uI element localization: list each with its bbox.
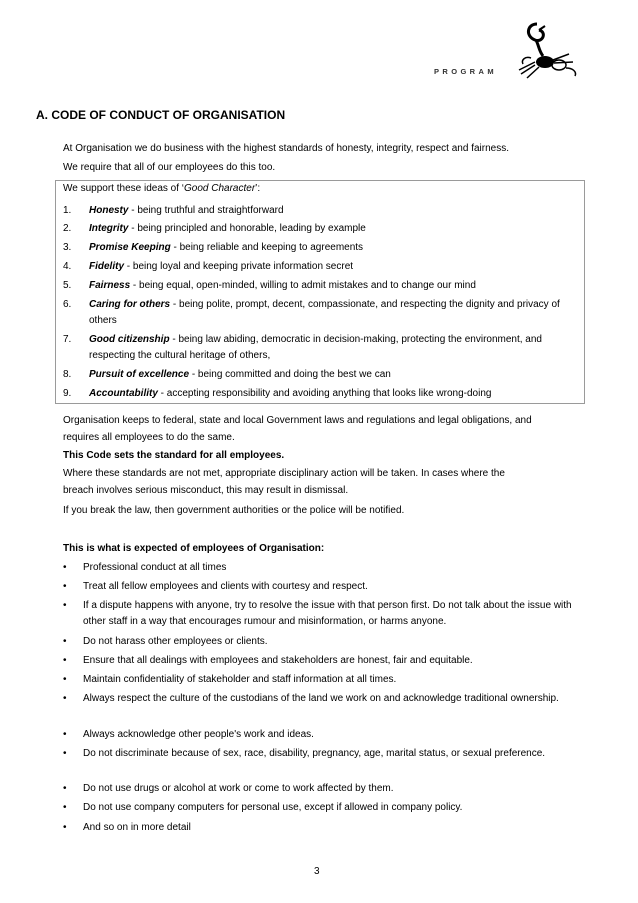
value-item-number: 6.	[63, 299, 72, 310]
expectation-text: Do not harass other employees or clients.	[83, 636, 268, 647]
value-description: - being truthful and straightforward	[128, 205, 284, 216]
expectations-heading: This is what is expected of employees of Organisation:	[63, 543, 325, 554]
value-term: Integrity	[89, 223, 129, 234]
expectation-text: Always acknowledge other people's work and ideas.	[83, 729, 314, 740]
values-intro: We support these ideas of ‘Good Character’:	[63, 183, 261, 194]
bullet-icon: •	[63, 562, 67, 573]
value-item-number: 5.	[63, 280, 72, 291]
value-item-number: 9.	[63, 388, 72, 399]
value-term: Fidelity	[89, 261, 125, 272]
values-box	[55, 180, 585, 404]
page-number: 3	[314, 866, 320, 877]
intro-paragraph	[63, 140, 583, 176]
expectation-text: Professional conduct at all times	[83, 562, 227, 573]
value-item-number: 2.	[63, 223, 72, 234]
bullet-icon: •	[63, 802, 67, 813]
value-item-number: 1.	[63, 205, 72, 216]
expectation-text: Maintain confidentiality of stakeholder and staff information at all times.	[83, 674, 397, 685]
program-label: PROGRAM	[434, 67, 497, 76]
value-description: - being polite, prompt, decent, compassionate, and respecting the dignity and privacy of others	[89, 299, 560, 326]
value-description: - being equal, open-minded, willing to admit mistakes and to change our mind	[130, 280, 476, 291]
bullet-icon: •	[63, 748, 67, 759]
scorpion-logo-icon	[509, 18, 581, 80]
expectation-text: Treat all fellow employees and clients with courtesy and respect.	[83, 581, 368, 592]
compliance-line: Where these standards are not met, appropriate disciplinary action will be taken. In cases where the	[63, 468, 505, 479]
value-item-number: 3.	[63, 242, 72, 253]
compliance-line: requires all employees to do the same.	[63, 432, 235, 443]
value-term: Fairness	[89, 280, 131, 291]
value-term: Caring for others	[89, 299, 171, 310]
intro-line: At Organisation we do business with the highest standards of honesty, integrity, respect and fairness.	[63, 143, 509, 154]
value-description: - accepting responsibility and avoiding anything that looks like wrong-doing	[157, 388, 492, 399]
value-description: - being law abiding, democratic in decision-making, protecting the environment, and respecting the cultural heritage of others,	[89, 334, 542, 361]
value-description: - being committed and doing the best we can	[189, 369, 391, 380]
value-item-number: 8.	[63, 369, 72, 380]
expectation-text: Always respect the culture of the custodians of the land we work on and acknowledge traditional ownership.	[83, 693, 559, 704]
value-item-number: 4.	[63, 261, 72, 272]
bullet-icon: •	[63, 655, 67, 666]
bullet-icon: •	[63, 693, 67, 704]
bullet-icon: •	[63, 674, 67, 685]
expectation-text: Do not use drugs or alcohol at work or come to work affected by them.	[83, 783, 394, 794]
value-description: - being reliable and keeping to agreements	[170, 242, 364, 253]
expectation-text: Do not use company computers for personal use, except if allowed in company policy.	[83, 802, 463, 813]
value-description: - being principled and honorable, leading by example	[128, 223, 366, 234]
value-term: Promise Keeping	[89, 242, 171, 253]
section-heading: A. CODE OF CONDUCT OF ORGANISATION	[36, 108, 286, 122]
compliance-line: Organisation keeps to federal, state and local Government laws and regulations and legal obligations, and	[63, 415, 532, 426]
bullet-icon: •	[63, 783, 67, 794]
value-term: Good citizenship	[89, 334, 170, 345]
value-term: Honesty	[89, 205, 129, 216]
intro-line: We require that all of our employees do this too.	[63, 162, 276, 173]
expectation-text: Ensure that all dealings with employees and stakeholders are honest, fair and equitable.	[83, 655, 473, 666]
bullet-icon: •	[63, 822, 67, 833]
bullet-icon: •	[63, 636, 67, 647]
compliance-paragraph	[63, 412, 583, 519]
compliance-line: breach involves serious misconduct, this may result in dismissal.	[63, 485, 349, 496]
compliance-line: If you break the law, then government authorities or the police will be notified.	[63, 505, 405, 516]
expectation-text: If a dispute happens with anyone, try to resolve the issue with that person first. Do not talk about the issue with other staff in a way that encourages rumour and misinformation, or harms anyone.	[83, 600, 572, 627]
value-description: - being loyal and keeping private information secret	[124, 261, 354, 272]
bullet-icon: •	[63, 729, 67, 740]
bullet-icon: •	[63, 600, 67, 611]
expectation-text: Do not discriminate because of sex, race, disability, pregnancy, age, marital status, or sexual preference.	[83, 748, 546, 759]
value-term: Pursuit of excellence	[89, 369, 190, 380]
expectation-text: And so on in more detail	[83, 822, 191, 833]
standard-statement: This Code sets the standard for all employees.	[63, 450, 285, 461]
bullet-icon: •	[63, 581, 67, 592]
value-term: Accountability	[89, 388, 158, 399]
value-item-number: 7.	[63, 334, 72, 345]
